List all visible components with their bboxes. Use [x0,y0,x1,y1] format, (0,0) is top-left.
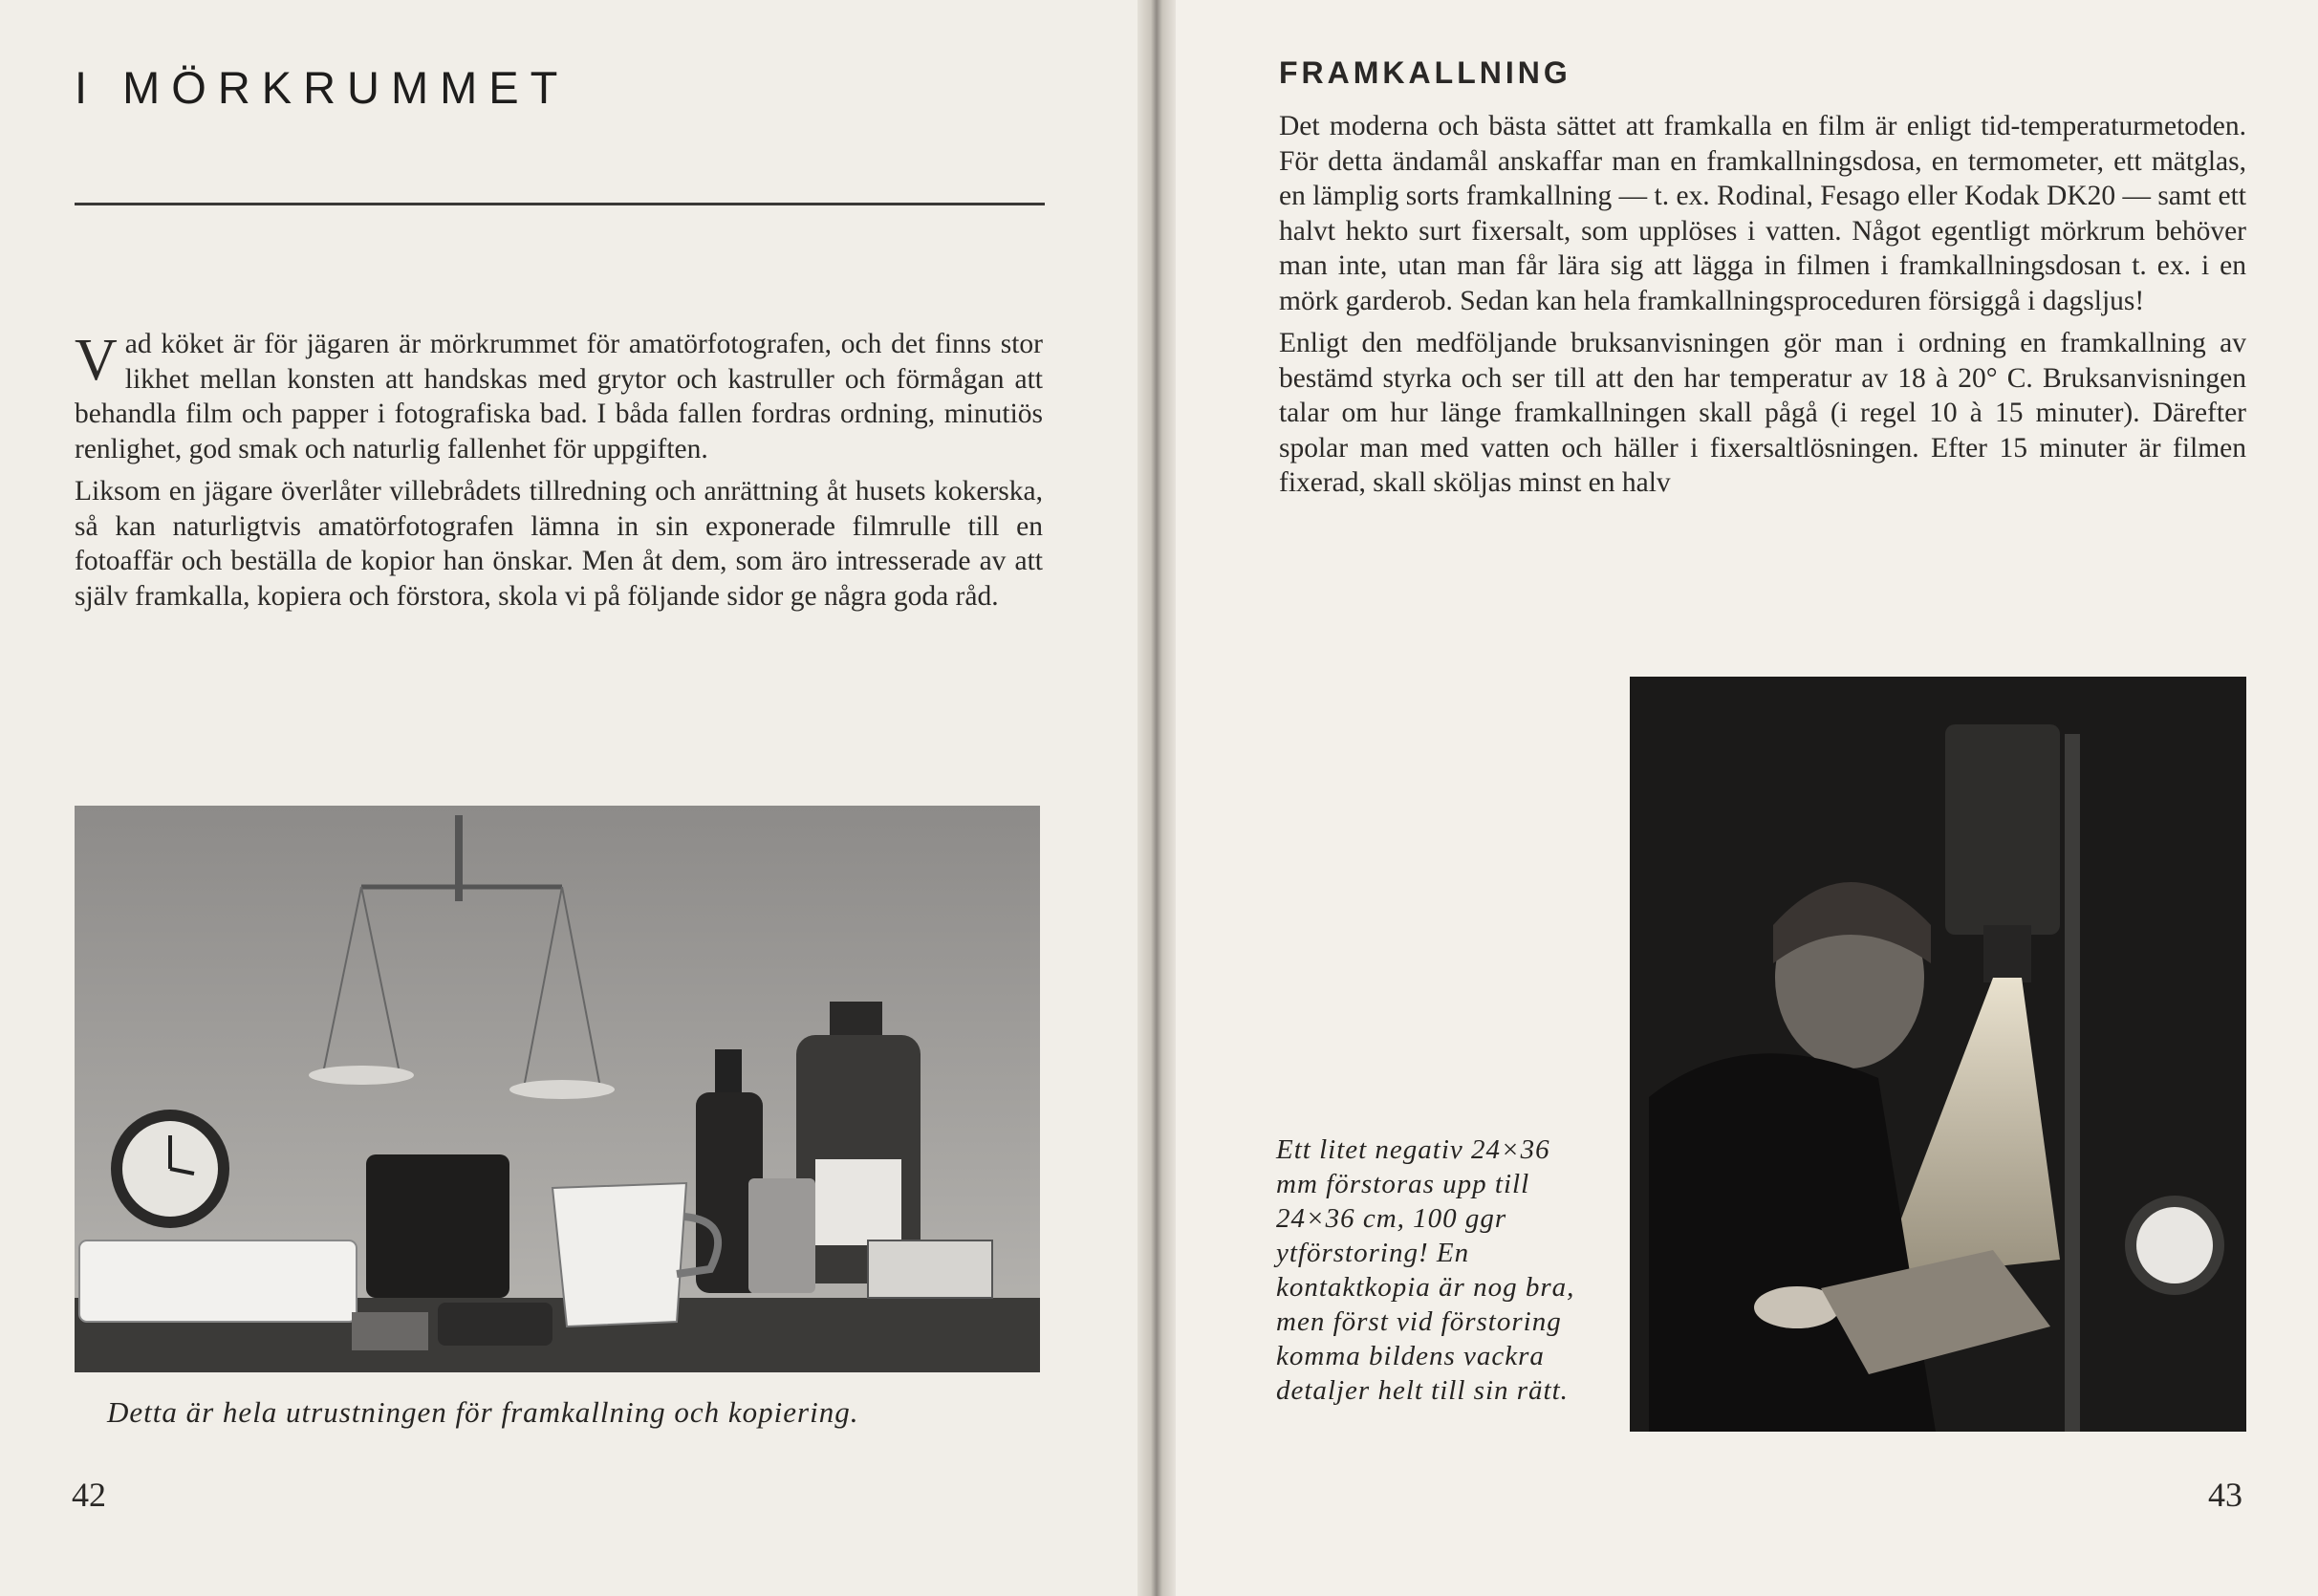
section-paragraph-1: Det moderna och bästa sättet att framkalla en film är enligt tid-temperaturmetoden. För detta ändamål anskaffar man en framkallningsdosa, en termometer, ett mätglas, en lämplig sorts framkallning — t. ex. Rodinal, Fesago eller Kodak DK20 — samt ett halvt hekto surt fixersalt, som upplöses i vatten. Något egentligt mörkrum behöver man inte, utan man får lära sig att lägga in filmen i framkallningsdosan t. ex. i en mörk garderob. Sedan kan hela framkallningsproceduren försiggå i dagsljus! [1279,111,2246,316]
book-gutter [1137,0,1176,1596]
equipment-photo-illustration [75,806,1040,1372]
intro-text [75,327,1043,621]
section-heading: FRAMKALLNING [1279,55,1571,90]
section-text [1279,109,2246,508]
title-rule [75,203,1045,205]
enlarger-caption: Ett litet negativ 24×36 mm förstoras upp till 24×36 cm, 100 ggr ytförstoring! En kontaktkopia är nog bra, men först vid förstoring komma bildens vackra detaljer helt till sin rätt. [1276,1134,1575,1406]
section-paragraph-2: Enligt den medföljande bruksanvisningen gör man i ordning en framkallning av bestämd styrka och ser till att den har temperatur av 18 à 20° C. Bruksanvisningen talar om hur länge framkallningen skall pågå (i regel 10 à 15 minuter). Därefter spolar man med vatten och häller i fixersaltlösningen. Efter 15 minuter är filmen fixerad, skall sköljas minst en halv [1279,328,2246,498]
intro-paragraph-1-text: ad köket är för jägaren är mörkrummet för amatörfotografen, och det finns stor likhet mellan konsten att handskas med grytor och kastruller och förmågan att behandla film och papper i fotografiska bad. I båda fallen fordras ordning, minutiös renlighet, god smak och naturlig fallenhet för uppgiften. [75,329,1043,464]
enlarger-photo-illustration [1630,677,2246,1432]
enlarger-photo [1630,677,2246,1432]
page-number-right: 43 [2208,1476,2242,1514]
intro-paragraph-1 [75,327,1043,466]
intro-paragraph-2: Liksom en jägare överlåter villebrådets tillredning och anrättning åt husets kokerska, så kan naturligtvis amatörfotografen lämna in sin exponerade filmrulle till en fotoaffär och beställa de kopior han önskar. Men åt dem, som äro intresserade av att själv framkalla, kopiera och förstora, skola vi på följande sidor ge några goda råd. [75,476,1043,612]
equipment-caption: Detta är hela utrustningen för framkallning och kopiering. [107,1395,859,1429]
page-number-left: 42 [72,1476,106,1514]
drop-cap: V [75,328,118,393]
chapter-title: I MÖRKRUMMET [75,62,570,113]
equipment-photo [75,806,1040,1372]
